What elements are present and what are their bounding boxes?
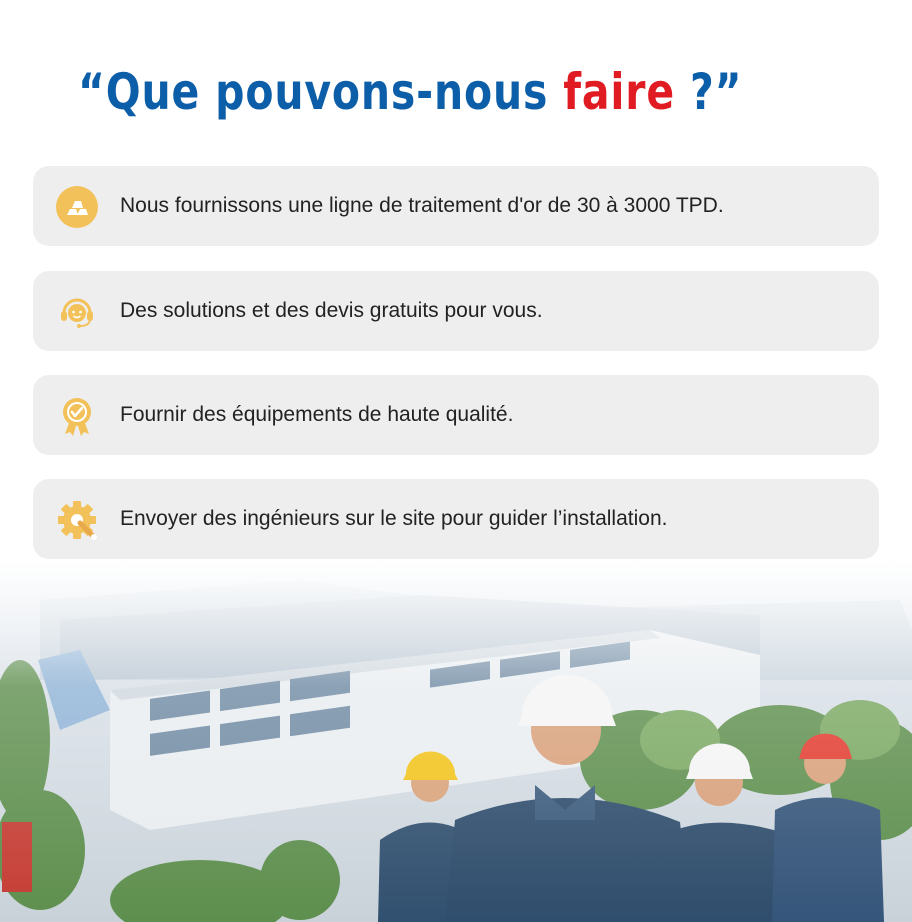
service-text: Envoyer des ingénieurs sur le site pour guider l’installation. <box>120 507 668 530</box>
headline-text-end: ? <box>674 63 715 121</box>
gear-wrench-icon <box>56 499 98 541</box>
page-headline <box>78 62 742 122</box>
headline-close-quote: ” <box>714 63 743 121</box>
service-card-gold-processing <box>33 166 879 246</box>
factory-and-engineers-photo <box>0 560 912 922</box>
service-card-engineer-installation <box>33 479 879 559</box>
headline-highlight: faire <box>563 63 675 121</box>
service-text: Nous fournissons une ligne de traitement d'or de 30 à 3000 TPD. <box>120 194 724 217</box>
service-card-free-quotes <box>33 271 879 351</box>
gold-bars-icon <box>56 186 98 228</box>
headline-open-quote: “ <box>78 63 106 121</box>
service-card-quality-equipment <box>33 375 879 455</box>
headline-text-start: Que pouvons-nous <box>105 63 564 121</box>
service-text: Des solutions et des devis gratuits pour vous. <box>120 299 543 322</box>
headset-support-icon <box>56 291 98 333</box>
quality-badge-icon <box>56 395 98 437</box>
service-text: Fournir des équipements de haute qualité. <box>120 403 514 426</box>
